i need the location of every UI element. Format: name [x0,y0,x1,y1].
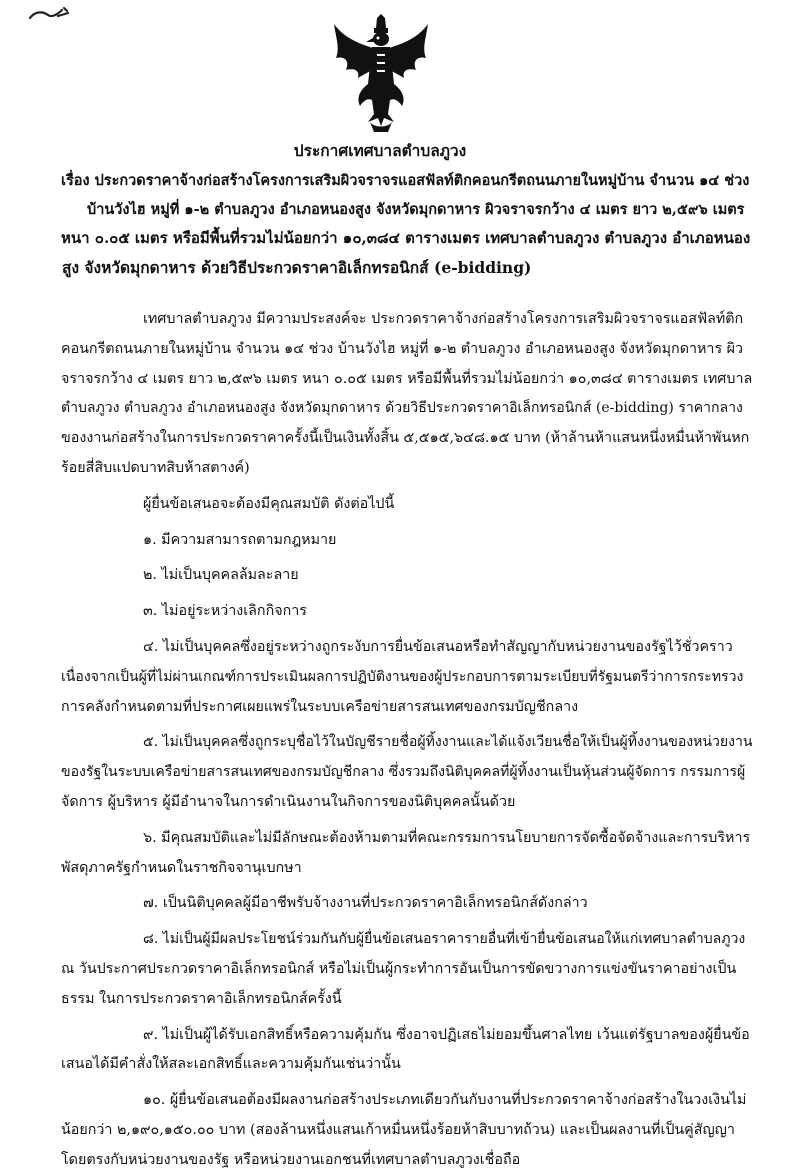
paragraph-line: คอนกรีตถนนภายในหมู่บ้าน จำนวน ๑๔ ช่วง บ้านวังไฮ หมู่ที่ ๑-๒ ตำบลภูวง อำเภอหนองสูง จังหวัดมุกดาหาร ผิว [61,340,744,357]
qualification-item-8 [61,925,751,1014]
paragraph-line: เทศบาลตำบลภูวง มีความประสงค์จะ ประกวดราคาจ้างก่อสร้างโครงการเสริมผิวจราจรแอสฟัลท์ติก [143,311,744,327]
item-line: ๕. ไม่เป็นบุคคลซึ่งถูกระบุชื่อไว้ในบัญชีรายชื่อผู้ทิ้งงานและได้แจ้งเวียนชื่อให้เป็นผู้ทิ้งงานของหน่วยงาน [143,734,753,751]
announcement-subject [61,166,749,282]
qualification-item-1 [61,526,751,556]
subject-line: บ้านวังไฮ หมู่ที่ ๑-๒ ตำบลภูวง อำเภอหนองสูง จังหวัดมุกดาหาร ผิวจราจรกว้าง ๔ เมตร ยาว ๒,๕๙๖ เมตร [87,201,745,218]
item-line: ๒. ไม่เป็นบุคคลล้มละลาย [143,567,299,584]
announcement-body [61,305,751,1176]
qualification-item-7 [61,889,751,919]
qualification-item-6 [61,824,751,884]
item-line: ณ วันประกาศประกวดราคาอิเล็กทรอนิกส์ หรือไม่เป็นผู้กระทำการอันเป็นการขัดขวางการแข่งขันราคาอย่างเป็น [61,960,737,977]
item-line: พัสดุภาครัฐกำหนดในราชกิจจานุเบกษา [61,859,302,876]
handwritten-mark-icon [28,4,72,26]
item-line: เนื่องจากเป็นผู้ที่ไม่ผ่านเกณฑ์การประเมินผลการปฏิบัติงานของผู้ประกอบการตามระเบียบที่รัฐมนตรีว่าการกระทรวง [61,668,744,685]
paragraph-line: ร้อยสี่สิบแปดบาทสิบห้าสตางค์) [61,459,250,476]
paragraph-line: ตำบลภูวง ตำบลภูวง อำเภอหนองสูง จังหวัดมุกดาหาร ด้วยวิธีประกวดราคาอิเล็กทรอนิกส์ (e-bidding) ราคากลาง [61,400,743,417]
qualification-item-4 [61,633,751,722]
item-line: ๘. ไม่เป็นผู้มีผลประโยชน์ร่วมกันกับผู้ยื่นข้อเสนอราคารายอื่นที่เข้ายื่นข้อเสนอให้แก่เทศบาลตำบลภูวง [143,931,746,948]
item-line: จัดการ ผู้บริหาร ผู้มีอำนาจในการดำเนินงานในกิจการของนิติบุคคลนั้นด้วย [61,793,516,810]
paragraph-line: จราจรกว้าง ๔ เมตร ยาว ๒,๕๙๖ เมตร หนา ๐.๐๕ เมตร หรือมีพื้นที่รวมไม่น้อยกว่า ๑๐,๓๘๔ ตารางเมตร เทศบาล [61,370,753,387]
garuda-emblem-icon [330,14,432,132]
item-line: ๑๐. ผู้ยื่นข้อเสนอต้องมีผลงานก่อสร้างประเภทเดียวกันกับงานที่ประกวดราคาจ้างก่อสร้างในวงเงินไม่ [143,1092,747,1109]
qualifications-heading [61,490,751,520]
item-line: เสนอได้มีคำสั่งให้สละเอกสิทธิ์และความคุ้มกันเช่นว่านั้น [61,1056,401,1073]
qualification-item-2 [61,561,751,591]
qualification-item-9 [61,1021,751,1081]
item-line: ธรรม ในการประกวดราคาอิเล็กทรอนิกส์ครั้งนี้ [61,990,342,1007]
item-line: ๗. เป็นนิติบุคคลผู้มีอาชีพรับจ้างงานที่ประกวดราคาอิเล็กทรอนิกส์ดังกล่าว [143,895,588,912]
paragraph-line: ของงานก่อสร้างในการประกวดราคาครั้งนี้เป็นเงินทั้งสิ้น ๕,๕๑๕,๖๔๘.๑๕ บาท (ห้าล้านห้าแสนหนึ่งหมื่นห้าพันหก [61,430,750,447]
item-line: ของรัฐในระบบเครือข่ายสารสนเทศของกรมบัญชีกลาง ซึ่งรวมถึงนิติบุคคลที่ผู้ทิ้งงานเป็นหุ้นส่วนผู้จัดการ กรรมการผู้ [61,764,746,781]
item-line: โดยตรงกับหน่วยงานของรัฐ หรือหน่วยงานเอกชนที่เทศบาลตำบลภูวงเชื่อถือ [61,1151,521,1168]
subject-line: หนา ๐.๐๕ เมตร หรือมีพื้นที่รวมไม่น้อยกว่า ๑๐,๓๘๔ ตารางเมตร เทศบาลตำบลภูวง ตำบลภูวง อำเภอหนอง [61,229,751,247]
item-line: ๖. มีคุณสมบัติและไม่มีลักษณะต้องห้ามตามที่คณะกรรมการนโยบายการจัดซื้อจัดจ้างและการบริหาร [143,829,751,846]
subject-line: สูง จังหวัดมุกดาหาร ด้วยวิธีประกวดราคาอิเล็กทรอนิกส์ (e-bidding) [62,258,532,277]
qualification-item-10 [61,1086,751,1175]
item-line: ๓. ไม่อยู่ระหว่างเลิกกิจการ [143,603,307,620]
item-line: ๙. ไม่เป็นผู้ได้รับเอกสิทธิ์หรือความคุ้มกัน ซึ่งอาจปฏิเสธไม่ยอมขึ้นศาลไทย เว้นแต่รัฐบาลของผู้ยื่นข้อ [143,1026,750,1043]
item-line: การคลังกำหนดตามที่ประกาศเผยแพร่ในระบบเครือข่ายสารสนเทศของกรมบัญชีกลาง [61,698,579,715]
item-line: ๑. มีความสามารถตามกฎหมาย [143,531,337,548]
qualifications-heading-text: ผู้ยื่นข้อเสนอจะต้องมีคุณสมบัติ ดังต่อไปนี้ [143,495,395,512]
announcement-title: ประกาศเทศบาลตำบลภูวง [293,141,467,160]
qualification-item-3 [61,597,751,627]
subject-line: เรื่อง ประกวดราคาจ้างก่อสร้างโครงการเสริมผิวจราจรแอสฟัลท์ติกคอนกรีตถนนภายในหมู่บ้าน จำนวน ๑๔ ช่วง [61,172,750,189]
item-line: ๔. ไม่เป็นบุคคลซึ่งอยู่ระหว่างถูกระงับการยื่นข้อเสนอหรือทำสัญญากับหน่วยงานของรัฐไว้ชั่วคราว [143,638,733,655]
item-line: น้อยกว่า ๒,๑๙๐,๑๕๐.๐๐ บาท (สองล้านหนึ่งแสนเก้าหมื่นหนึ่งร้อยห้าสิบบาทถ้วน) และเป็นผลงานที่เป็นคู่สัญญา [61,1121,735,1138]
intro-paragraph [61,305,751,484]
qualification-item-5 [61,728,751,817]
